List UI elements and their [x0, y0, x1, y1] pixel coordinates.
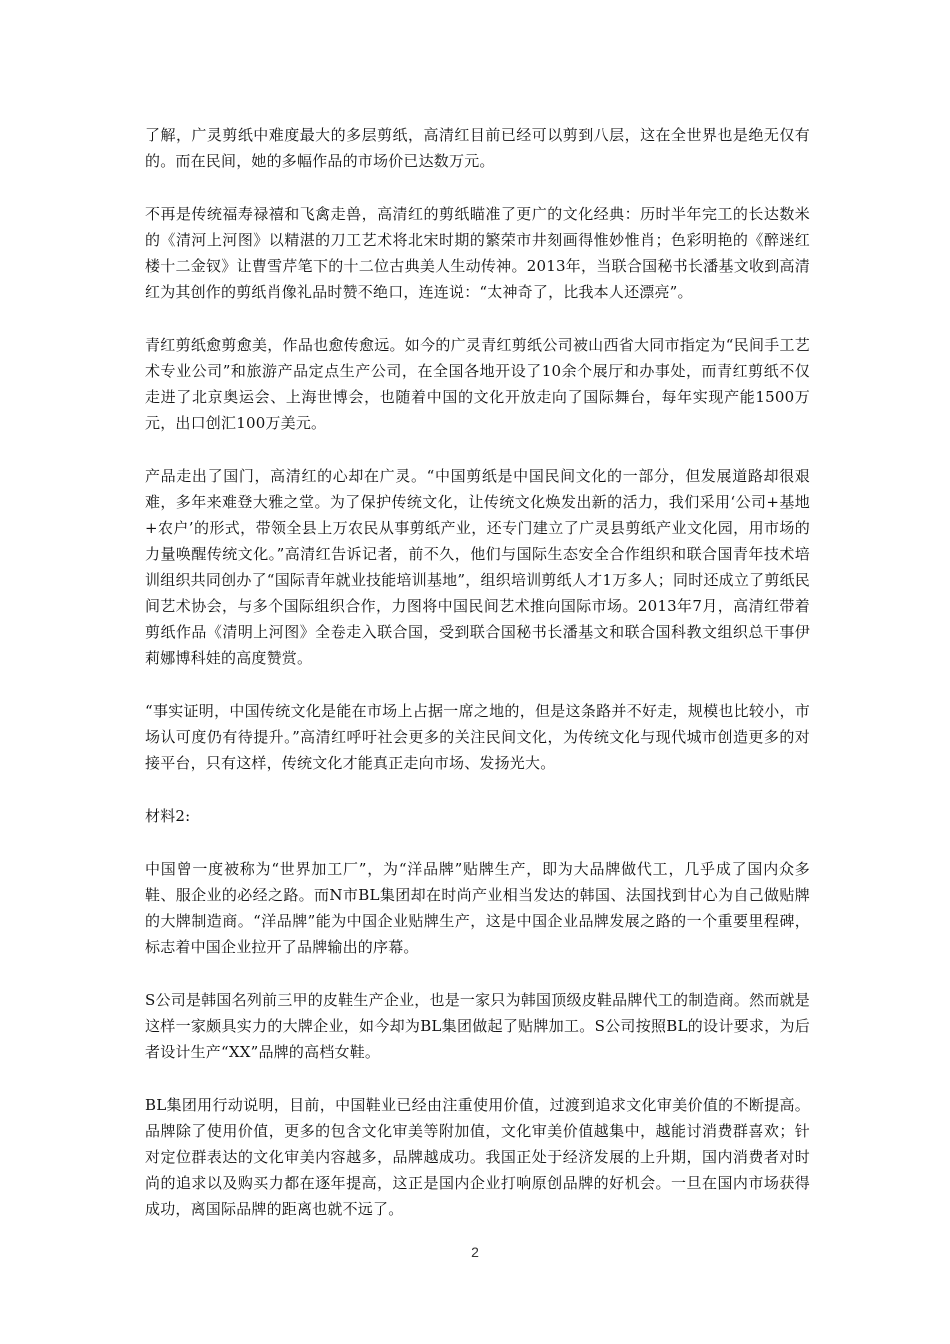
- material-2-heading: 材料2:: [145, 807, 191, 825]
- paragraph-3: 青红剪纸愈剪愈美，作品也愈传愈远。如今的广灵青红剪纸公司被山西省大同市指定为“民间手工艺术专业公司”和旅游产品定点生产公司，在全国各地开设了10余个展厅和办事处，而青红剪纸不仅走进了北京奥运会、上海世博会，也随着中国的文化开放走向了国际舞台，每年实现产能1500万元，出口创汇100万美元。: [145, 336, 810, 432]
- paragraph-8: BL集团用行动说明，目前，中国鞋业已经由注重使用价值，过渡到追求文化审美价值的不断提高。品牌除了使用价值，更多的包含文化审美等附加值，文化审美价值越集中，越能讨消费群喜欢；针对定位群表达的文化审美内容越多，品牌越成功。我国正处于经济发展的上升期，国内消费者对时尚的追求以及购买力都在逐年提高，这正是国内企业打响原创品牌的好机会。一旦在国内市场获得成功，离国际品牌的距离也就不远了。: [145, 1096, 810, 1218]
- paragraph-5: “事实证明，中国传统文化是能在市场上占据一席之地的，但是这条路并不好走，规模也比较小，市场认可度仍有待提升。”高清红呼吁社会更多的关注民间文化，为传统文化与现代城市创造更多的对接平台，只有这样，传统文化才能真正走向市场、发扬光大。: [145, 702, 810, 772]
- paragraph-4: 产品走出了国门，高清红的心却在广灵。“中国剪纸是中国民间文化的一部分，但发展道路却很艰难，多年来难登大雅之堂。为了保护传统文化，让传统文化焕发出新的活力，我们采用‘公司+基地+农户’的形式，带领全县上万农民从事剪纸产业，还专门建立了广灵县剪纸产业文化园，用市场的力量唤醒传统文化。”高清红告诉记者，前不久，他们与国际生态安全合作组织和联合国青年技术培训组织共同创办了“国际青年就业技能培训基地”，组织培训剪纸人才1万多人；同时还成立了剪纸民间艺术协会，与多个国际组织合作，力图将中国民间艺术推向国际市场。2013年7月，高清红带着剪纸作品《清明上河图》全卷走入联合国，受到联合国秘书长潘基文和联合国科教文组织总干事伊莉娜博科娃的高度赞赏。: [145, 467, 810, 667]
- paragraph-6: 中国曾一度被称为“世界加工厂”，为“洋品牌”贴牌生产，即为大品牌做代工，几乎成了国内众多鞋、服企业的必经之路。而N市BL集团却在时尚产业相当发达的韩国、法国找到甘心为自己做贴牌的大牌制造商。“洋品牌”能为中国企业贴牌生产，这是中国企业品牌发展之路的一个重要里程碑，标志着中国企业拉开了品牌输出的序幕。: [145, 860, 810, 956]
- page-number: 2: [471, 1244, 479, 1260]
- document-page: [145, 122, 810, 1249]
- paragraph-1: 了解，广灵剪纸中难度最大的多层剪纸，高清红目前已经可以剪到八层，这在全世界也是绝无仅有的。而在民间，她的多幅作品的市场价已达数万元。: [145, 126, 810, 170]
- paragraph-7: S公司是韩国名列前三甲的皮鞋生产企业，也是一家只为韩国顶级皮鞋品牌代工的制造商。然而就是这样一家颇具实力的大牌企业，如今却为BL集团做起了贴牌加工。S公司按照BL的设计要求，为后者设计生产“XX”品牌的高档女鞋。: [145, 991, 810, 1061]
- paragraph-2: 不再是传统福寿禄禧和飞禽走兽，高清红的剪纸瞄准了更广的文化经典：历时半年完工的长达数米的《清河上河图》以精湛的刀工艺术将北宋时期的繁荣市井刻画得惟妙惟肖；色彩明艳的《醉迷红楼十二金钗》让曹雪芹笔下的十二位古典美人生动传神。2013年，当联合国秘书长潘基文收到高清红为其创作的剪纸肖像礼品时赞不绝口，连连说：“太神奇了，比我本人还漂亮”。: [145, 205, 810, 301]
